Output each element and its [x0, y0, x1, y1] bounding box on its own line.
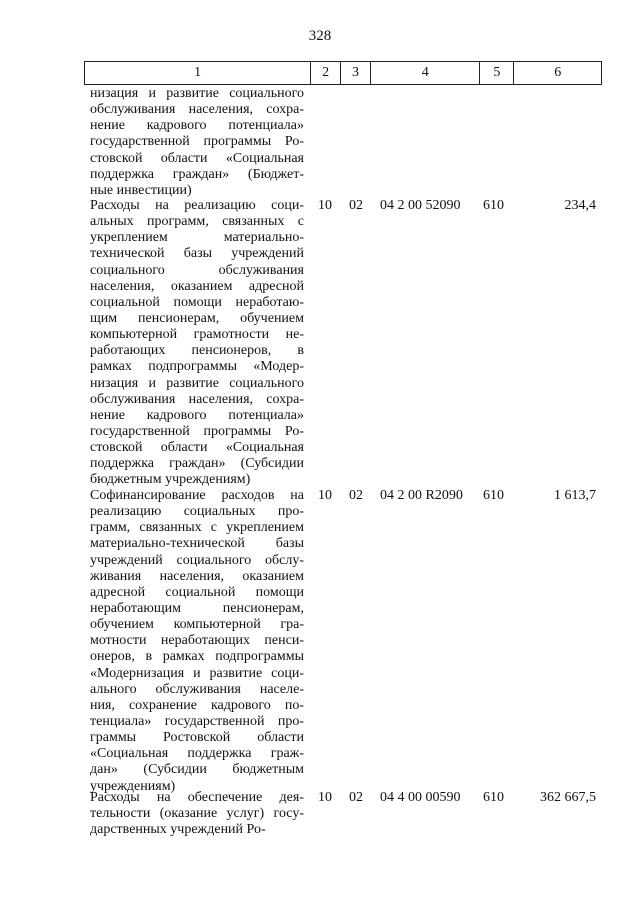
- description-line: Расходы на обеспечение дея-: [90, 790, 304, 805]
- description-line: социального обслуживания: [90, 262, 304, 278]
- section-code: 10: [318, 488, 332, 503]
- header-col-4: 4: [370, 62, 480, 84]
- row-description: [90, 488, 304, 795]
- description-line: поддержка граждан» (Бюджет-: [90, 166, 304, 182]
- description-line: живания населения, оказанием: [90, 568, 304, 584]
- expense-type-code: 610: [483, 488, 504, 503]
- description-line: поддержка граждан» (Субсидии: [90, 456, 304, 472]
- description-line: учреждений социального обслу-: [90, 552, 304, 568]
- description-line: дан» (Субсидии бюджетным: [90, 762, 304, 778]
- header-col-5: 5: [479, 62, 513, 84]
- subsection-code: 02: [349, 790, 363, 805]
- description-line: низация и развитие социального: [90, 86, 304, 101]
- description-line: альных программ, связанных с: [90, 214, 304, 230]
- description-line: Расходы на реализацию соци-: [90, 198, 304, 213]
- description-line: ния, сохранение кадрового по-: [90, 697, 304, 713]
- target-article-code: 04 2 00 R2090: [380, 488, 463, 503]
- description-line: граммы Ростовской области: [90, 730, 304, 746]
- target-article-code: 04 4 00 00590: [380, 790, 461, 805]
- budget-table: [84, 61, 602, 838]
- description-line: ные инвестиции): [90, 182, 192, 198]
- header-col-1: 1: [194, 65, 202, 80]
- page-number: 328: [308, 28, 332, 44]
- amount-value: 362 667,5: [540, 790, 596, 805]
- description-line: стовской области «Социальная: [90, 440, 304, 456]
- amount-value: 1 613,7: [554, 488, 596, 503]
- header-col-3: 3: [340, 62, 370, 84]
- description-line: технической базы учреждений: [90, 246, 304, 262]
- section-code: 10: [318, 198, 332, 213]
- description-line: щим пенсионерам, обучением: [90, 310, 304, 326]
- description-line: онеров, в рамках подпрограммы: [90, 649, 304, 665]
- table-header: [84, 61, 602, 85]
- description-line: обучением компьютерной гра-: [90, 617, 304, 633]
- description-line: компьютерной грамотности не-: [90, 327, 304, 343]
- description-line: низация и развитие социального: [90, 375, 304, 391]
- header-col-6: 6: [513, 62, 601, 84]
- description-line: грамм, связанных с укреплением: [90, 520, 304, 536]
- description-line: стовской области «Социальная: [90, 150, 304, 166]
- description-line: дарственных учреждений Ро-: [90, 822, 266, 838]
- description-line: учреждениям): [90, 778, 176, 794]
- description-line: неработающим пенсионерам,: [90, 600, 304, 616]
- description-line: реализацию социальных про-: [90, 504, 304, 520]
- description-line: тенциала» государственной про-: [90, 713, 304, 729]
- description-line: мотности неработающих пенси-: [90, 633, 304, 649]
- description-line: рамках подпрограммы «Модер-: [90, 359, 304, 375]
- description-line: укреплением материально-: [90, 230, 304, 246]
- description-line: ального обслуживания населе-: [90, 681, 304, 697]
- expense-type-code: 610: [483, 198, 504, 213]
- row-description: [90, 790, 304, 838]
- header-col-2: 2: [310, 62, 340, 84]
- expense-type-code: 610: [483, 790, 504, 805]
- row-description: [90, 86, 304, 199]
- description-line: Софинансирование расходов на: [90, 488, 304, 503]
- amount-value: 234,4: [564, 198, 596, 213]
- description-line: обслуживания населения, сохра-: [90, 102, 304, 118]
- description-line: материально-технической базы: [90, 536, 304, 552]
- target-article-code: 04 2 00 52090: [380, 198, 461, 213]
- description-line: «Социальная поддержка граж-: [90, 746, 304, 762]
- description-line: государственной программы Ро-: [90, 423, 304, 439]
- subsection-code: 02: [349, 488, 363, 503]
- row-description: [90, 198, 304, 489]
- description-line: тельности (оказание услуг) госу-: [90, 806, 304, 822]
- description-line: нение кадрового потенциала»: [90, 407, 304, 423]
- description-line: государственной программы Ро-: [90, 134, 304, 150]
- description-line: обслуживания населения, сохра-: [90, 391, 304, 407]
- description-line: работающих пенсионеров, в: [90, 343, 304, 359]
- description-line: бюджетным учреждениям): [90, 472, 251, 488]
- section-code: 10: [318, 790, 332, 805]
- subsection-code: 02: [349, 198, 363, 213]
- description-line: адресной социальной помощи: [90, 584, 304, 600]
- description-line: социальной помощи неработаю-: [90, 294, 304, 310]
- description-line: нение кадрового потенциала»: [90, 118, 304, 134]
- description-line: населения, оказанием адресной: [90, 278, 304, 294]
- description-line: «Модернизация и развитие соци-: [90, 665, 304, 681]
